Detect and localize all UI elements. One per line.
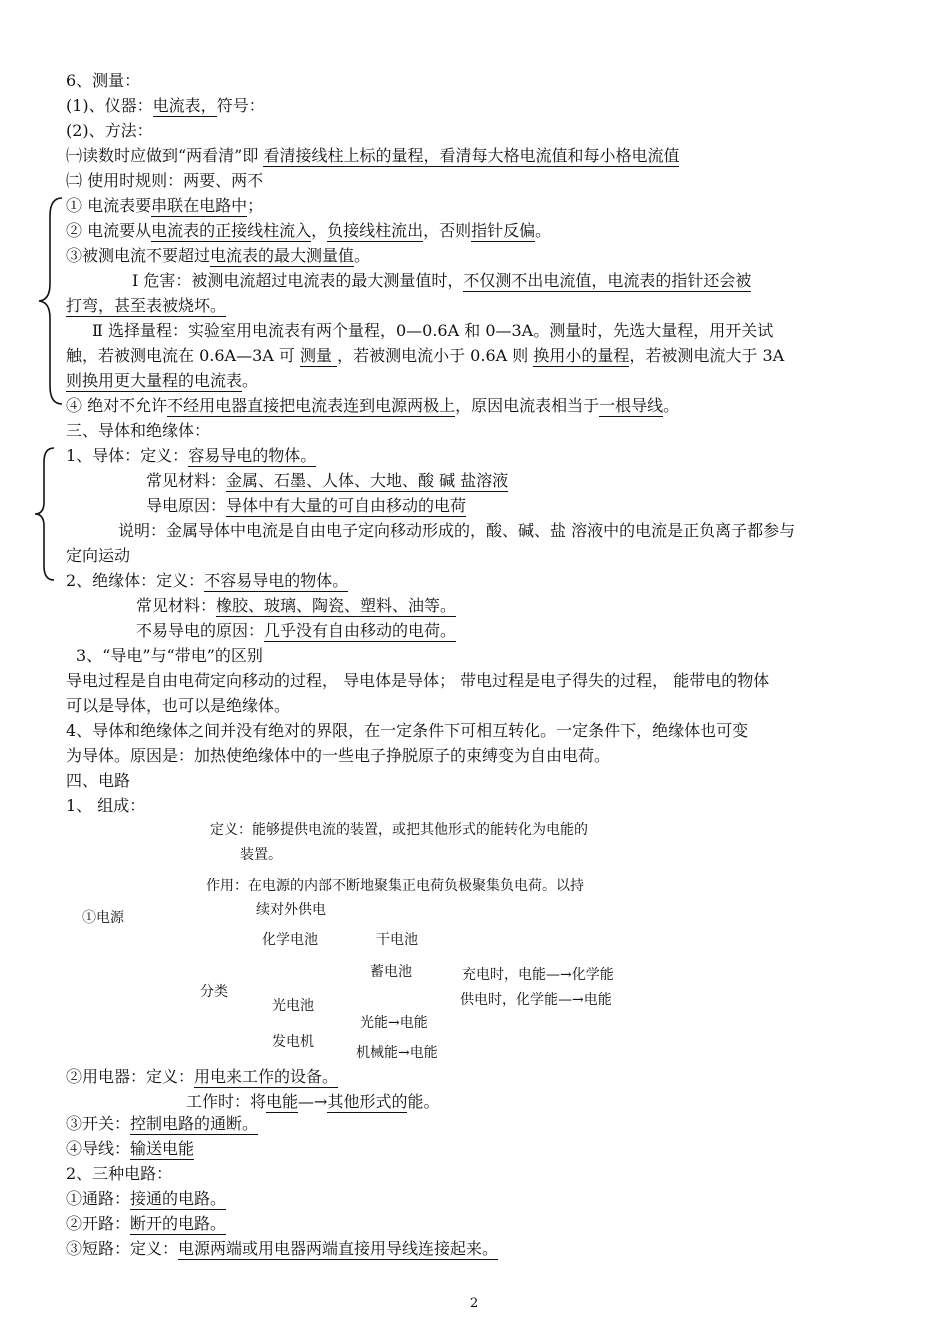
conductor-materials: 常见材料：金属、石墨、人体、大地、酸 碱 盐溶液 xyxy=(146,471,509,490)
wire-def: ④导线：输送电能 xyxy=(66,1139,195,1158)
chemical-battery: 化学电池 xyxy=(262,932,318,948)
charging-note: 充电时，电能—→化学能 xyxy=(462,967,614,983)
insulator-reason: 不易导电的原因：几乎没有自由移动的电荷。 xyxy=(136,621,457,640)
classification-label: 分类 xyxy=(200,984,228,1000)
diff-text: 导电过程是自由电荷定向移动的过程， 导电体是导体； 带电过程是电子得失的过程， 能带电的物体 xyxy=(66,671,770,690)
open-circuit: ②开路：断开的电路。 xyxy=(66,1214,227,1233)
source-definition-2: 装置。 xyxy=(240,847,282,863)
diff-text-2: 可以是导体，也可以是绝缘体。 xyxy=(66,696,291,715)
rule-1: ① 电流表要串联在电路中； xyxy=(66,196,264,215)
rule-4: ④ 绝对不允许不经用电器直接把电流表连到电源两极上，原因电流表相当于一根导线。 xyxy=(66,396,680,415)
composition-title: 1、 组成： xyxy=(66,796,146,815)
left-brace-rules xyxy=(36,196,66,406)
left-brace-conductor xyxy=(32,446,62,582)
short-circuit: ③短路：定义：电源两端或用电器两端直接用导线连接起来。 xyxy=(66,1239,499,1258)
harm-line: Ⅰ 危害：被测电流超过电流表的最大测量值时，不仅测不出电流值，电流表的指针还会被 xyxy=(132,271,752,290)
section-3-title: 三、导体和绝缘体： xyxy=(66,421,211,440)
conductor-def: 1、导体：定义：容易导电的物体。 xyxy=(66,446,317,465)
harm-line-2: 打弯，甚至表被烧坏。 xyxy=(66,296,227,315)
generator: 发电机 xyxy=(272,1034,314,1050)
section-6-title: 6、测量： xyxy=(66,71,141,90)
switch-def: ③开关：控制电路的通断。 xyxy=(66,1114,259,1133)
diff-title: 3、“导电”与“带电”的区别 xyxy=(76,646,263,665)
source-definition: 定义：能够提供电流的装置，或把其他形式的能转化为电能的 xyxy=(210,822,588,838)
discharging-note: 供电时，化学能—→电能 xyxy=(460,992,612,1008)
range-line: Ⅱ 选择量程：实验室用电流表有两个量程，0—0.6A 和 0—3A。测量时，先选大量程，用开关试 xyxy=(92,321,774,340)
range-line-2: 触，若被测电流在 0.6A—3A 可 测量 ，若被测电流小于 0.6A 则 换用小的量程，若被测电流大于 3A xyxy=(66,346,785,365)
convert-text: 4、导体和绝缘体之间并没有绝对的界限，在一定条件下可相互转化。一定条件下，绝缘体也可变 xyxy=(66,721,749,740)
line-read: ㈠读数时应做到“两看清”即 看清接线柱上标的量程，看清每大格电流值和每小格电流值 xyxy=(66,146,680,165)
photocell-energy: 光能→电能 xyxy=(360,1015,428,1031)
line-rules: ㈡ 使用时规则：两要、两不 xyxy=(66,171,264,190)
conductor-note: 说明：金属导体中电流是自由电子定向移动形成的，酸、碱、盐 溶液中的电流是正负离子都参与 xyxy=(118,521,796,540)
conductor-reason: 导电原因：导体中有大量的可自由移动的电荷 xyxy=(146,496,467,515)
range-line-3: 则换用更大量程的电流表。 xyxy=(66,371,259,390)
three-circuits-title: 2、三种电路： xyxy=(66,1164,173,1183)
insulator-materials: 常见材料：橡胶、玻璃、陶瓷、塑料、油等。 xyxy=(136,596,457,615)
generator-energy: 机械能→电能 xyxy=(356,1045,438,1061)
source-function-2: 续对外供电 xyxy=(256,902,326,918)
photocell: 光电池 xyxy=(272,998,314,1014)
conductor-note-2: 定向运动 xyxy=(66,546,131,565)
line-method: (2)、方法： xyxy=(66,121,153,140)
insulator-def: 2、绝缘体：定义：不容易导电的物体。 xyxy=(66,571,349,590)
section-4-title: 四、电路 xyxy=(66,771,131,790)
page-number: 2 xyxy=(470,1296,479,1311)
appliance-work: 工作时：将电能—→其他形式的能。 xyxy=(186,1092,440,1111)
rule-2: ② 电流要从电流表的正接线柱流入，负接线柱流出，否则指针反偏。 xyxy=(66,221,552,240)
convert-text-2: 为导体。原因是：加热使绝缘体中的一些电子挣脱原子的束缚变为自由电荷。 xyxy=(66,746,611,765)
rule-3: ③被测电流不要超过电流表的最大测量值。 xyxy=(66,246,371,265)
source-label: ①电源 xyxy=(82,910,124,926)
source-function: 作用：在电源的内部不断地聚集正电荷负极聚集负电荷。以持 xyxy=(206,878,584,894)
closed-circuit: ①通路：接通的电路。 xyxy=(66,1189,227,1208)
storage-battery: 蓄电池 xyxy=(370,964,412,980)
dry-cell: 干电池 xyxy=(376,932,418,948)
appliance-def: ②用电器：定义：用电来工作的设备。 xyxy=(66,1067,339,1086)
line-instrument: (1)、仪器：电流表，符号： xyxy=(66,96,265,115)
